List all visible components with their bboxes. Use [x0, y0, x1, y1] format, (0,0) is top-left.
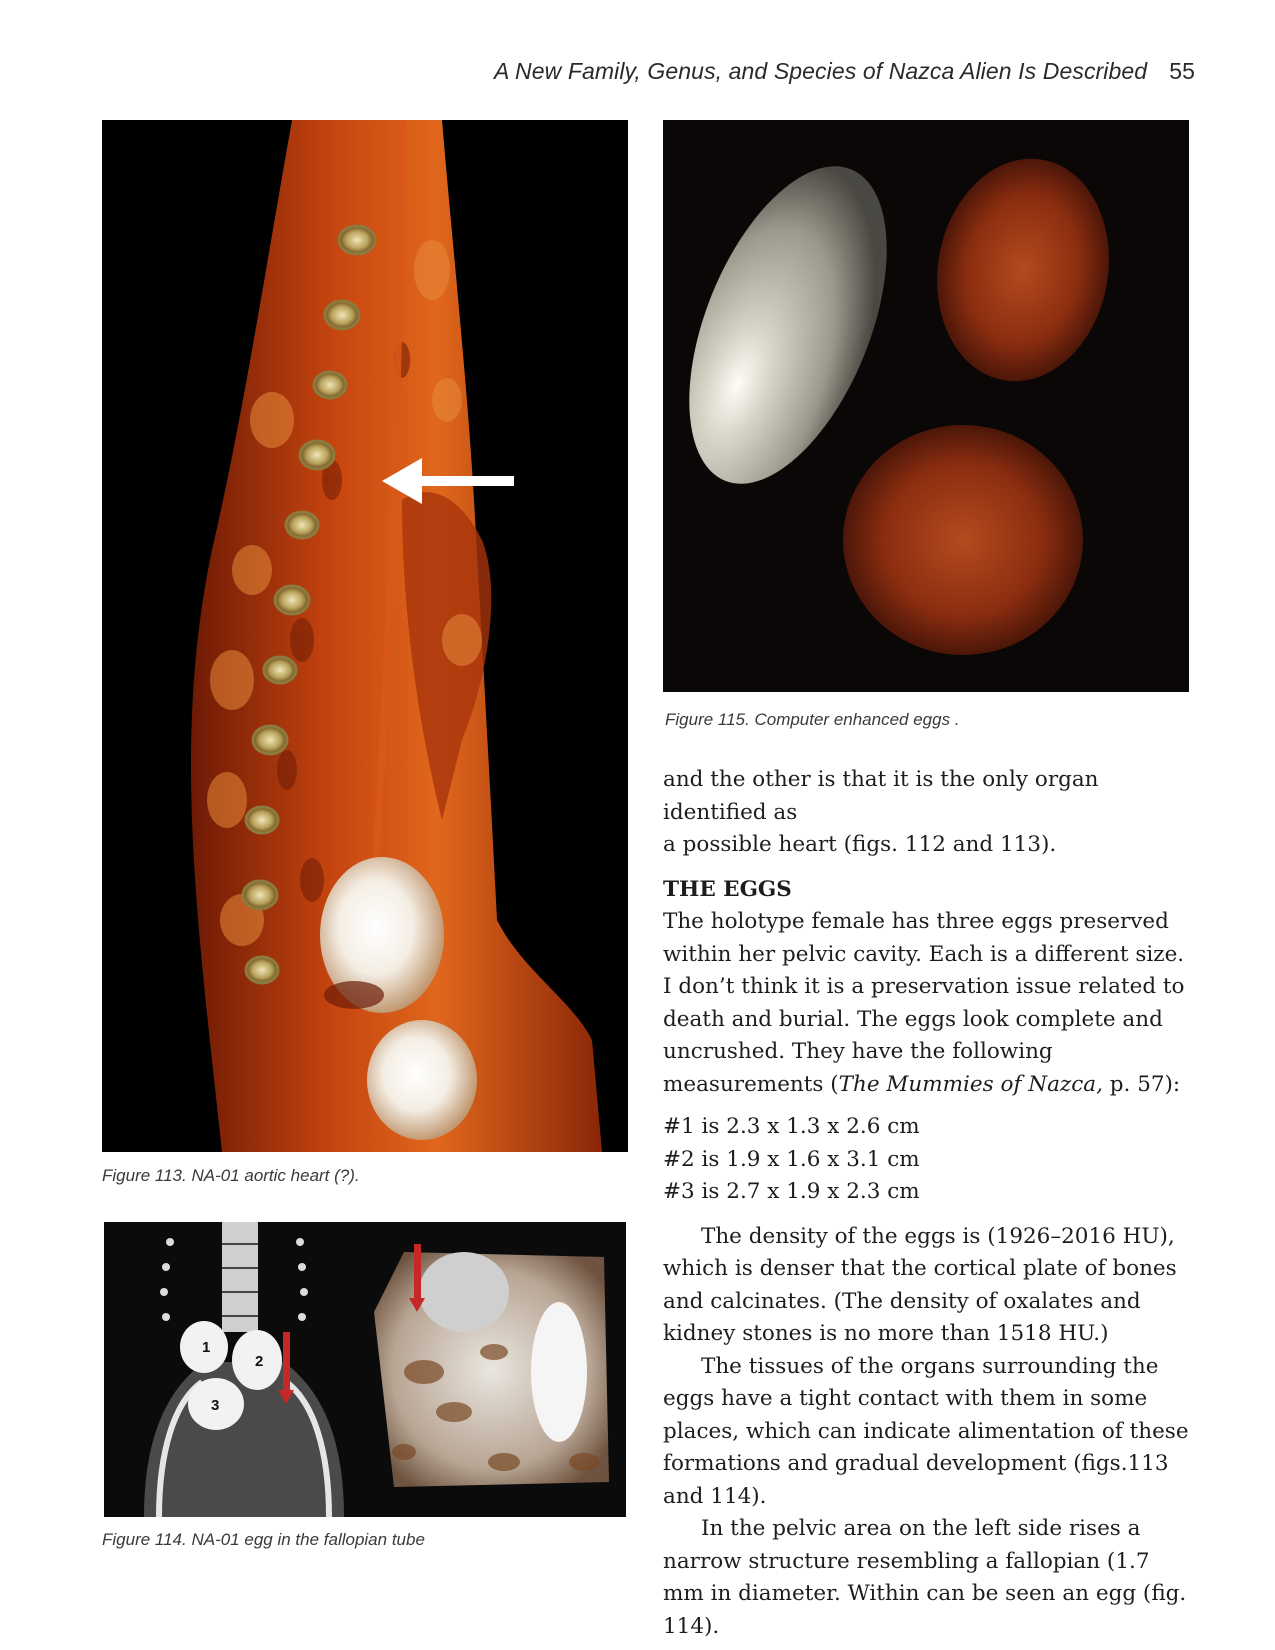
egg-label-3: 3: [211, 1397, 220, 1414]
figure-115-caption: Figure 115. Computer enhanced eggs .: [665, 710, 960, 729]
eggs-paragraph-1: [663, 906, 1193, 1101]
tissue-paragraph: The tissues of the organs surrounding the eggs have a tight contact with them in some places, which can indicate alimentation of these formations and gradual development (figs.113 and 114).: [663, 1353, 1189, 1509]
eggs-render: [663, 120, 1189, 692]
figure-115-image: [663, 120, 1189, 692]
figure-114-caption: Figure 114. NA-01 egg in the fallopian tube: [102, 1530, 425, 1549]
body-text-column: [663, 764, 1193, 1643]
header-title: A New Family, Genus, and Species of Nazca Alien Is Described: [493, 58, 1148, 84]
book-title: The Mummies of Nazca,: [838, 1071, 1103, 1097]
eggs-p1-page: p. 57):: [1102, 1071, 1181, 1097]
continued-line-2: a possible heart (figs. 112 and 113).: [663, 832, 1057, 857]
measurement-2: #2 is 1.9 x 1.6 x 3.1 cm: [663, 1146, 920, 1172]
fallopian-paragraph: In the pelvic area on the left side rises a narrow structure resembling a fallopian (1.7 mm in diameter. Within can be seen an egg (fig. 114).: [663, 1516, 1187, 1639]
measurements-list: [663, 1111, 1193, 1209]
continued-paragraph: [663, 764, 1193, 862]
egg-label-2: 2: [255, 1353, 264, 1370]
density-paragraph: The density of the eggs is (1926–2016 HU), which is denser that the cortical plate of bones and calcinates. (The density of oxalates and kidney stones is no more than 1518 HU.): [663, 1223, 1177, 1346]
aortic-heart-render: [102, 120, 628, 1152]
page-number: 55: [1169, 58, 1195, 84]
section-heading: THE EGGS: [663, 876, 792, 902]
running-header: [494, 58, 1195, 85]
measurement-1: #1 is 2.3 x 1.3 x 2.6 cm: [663, 1114, 920, 1139]
figure-113-caption: Figure 113. NA-01 aortic heart (?).: [102, 1166, 360, 1185]
figure-113-image: [102, 120, 628, 1152]
measurement-3: #3 is 2.7 x 1.9 x 2.3 cm: [663, 1179, 920, 1204]
figure-114-image: [104, 1222, 626, 1517]
eggs-p1-text: The holotype female has three eggs preserved within her pelvic cavity. Each is a different size. I don’t think it is a preservation issue related to death and burial. The eggs look complete and uncrushed. They have the following measurements (: [663, 909, 1185, 1097]
pelvic-ct-render: [104, 1222, 626, 1517]
egg-label-1: 1: [202, 1339, 211, 1356]
continued-line-1: and the other is that it is the only organ identified as: [663, 767, 1099, 825]
